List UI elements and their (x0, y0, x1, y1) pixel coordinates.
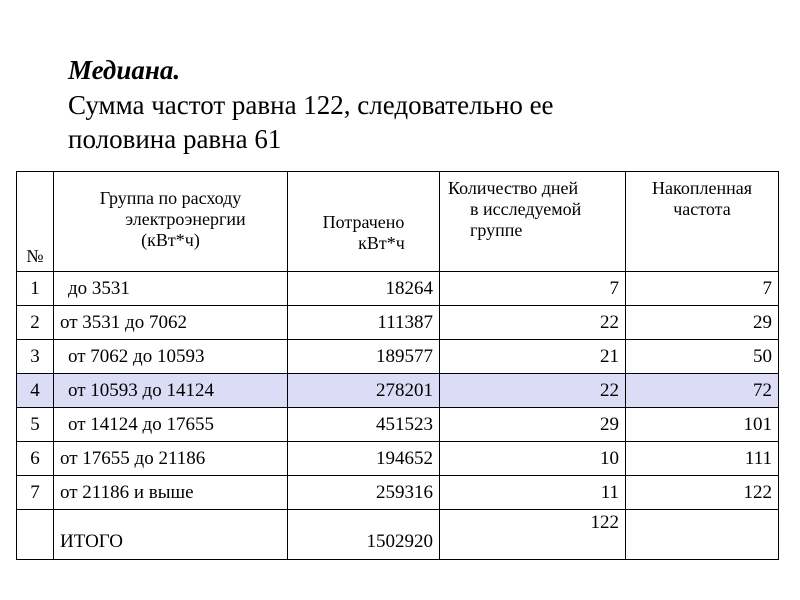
cell-spent: 194652 (288, 442, 440, 476)
cell-spent: 189577 (288, 340, 440, 374)
cell-number: 1 (17, 272, 54, 306)
header-group: Группа по расходу электроэнергии (кВт*ч) (54, 172, 288, 272)
cell-cumulative: 29 (626, 306, 779, 340)
cell-number: 6 (17, 442, 54, 476)
cell-cumulative: 72 (626, 374, 779, 408)
cell-cumulative: 111 (626, 442, 779, 476)
cell-group: от 3531 до 7062 (54, 306, 288, 340)
cell-days: 7 (440, 272, 626, 306)
cell-group: от 17655 до 21186 (54, 442, 288, 476)
total-spent: 1502920 (288, 510, 440, 560)
header-days: Количество дней в исследуемой группе (440, 172, 626, 272)
cell-group: от 14124 до 17655 (54, 408, 288, 442)
table-row (17, 340, 779, 374)
slide-title: Медиана. (68, 55, 181, 85)
cell-spent: 18264 (288, 272, 440, 306)
cell-group: от 7062 до 10593 (54, 340, 288, 374)
header-number: № (17, 172, 54, 272)
cell-number: 7 (17, 476, 54, 510)
total-cumulative-empty (626, 510, 779, 560)
cell-cumulative: 122 (626, 476, 779, 510)
table-row-highlighted (17, 374, 779, 408)
table-header-row (17, 172, 779, 272)
cell-number: 5 (17, 408, 54, 442)
table-row (17, 442, 779, 476)
cell-number: 3 (17, 340, 54, 374)
cell-days: 11 (440, 476, 626, 510)
table-row (17, 306, 779, 340)
total-label: ИТОГО (54, 510, 288, 560)
cell-spent: 451523 (288, 408, 440, 442)
heading-line-2: половина равна 61 (68, 124, 282, 154)
cell-days: 29 (440, 408, 626, 442)
cell-number: 2 (17, 306, 54, 340)
header-spent: Потрачено кВт*ч (288, 172, 440, 272)
cell-cumulative: 50 (626, 340, 779, 374)
table-row (17, 408, 779, 442)
cell-group: от 10593 до 14124 (54, 374, 288, 408)
cell-group: от 21186 и выше (54, 476, 288, 510)
table-total-row (17, 510, 779, 560)
cell-days: 10 (440, 442, 626, 476)
heading-line-1: Сумма частот равна 122, следовательно ее (68, 90, 554, 120)
cell-spent: 278201 (288, 374, 440, 408)
cell-cumulative: 7 (626, 272, 779, 306)
cell-spent: 111387 (288, 306, 440, 340)
header-cumulative: Накопленная частота (626, 172, 779, 272)
cell-days: 22 (440, 374, 626, 408)
table-row (17, 476, 779, 510)
cell-days: 21 (440, 340, 626, 374)
total-days: 122 (440, 510, 626, 560)
cell-days: 22 (440, 306, 626, 340)
table-row (17, 272, 779, 306)
heading-block (68, 52, 768, 156)
cell-group: до 3531 (54, 272, 288, 306)
frequency-table (16, 171, 779, 560)
cell-cumulative: 101 (626, 408, 779, 442)
cell-spent: 259316 (288, 476, 440, 510)
cell-number-empty (17, 510, 54, 560)
cell-number: 4 (17, 374, 54, 408)
